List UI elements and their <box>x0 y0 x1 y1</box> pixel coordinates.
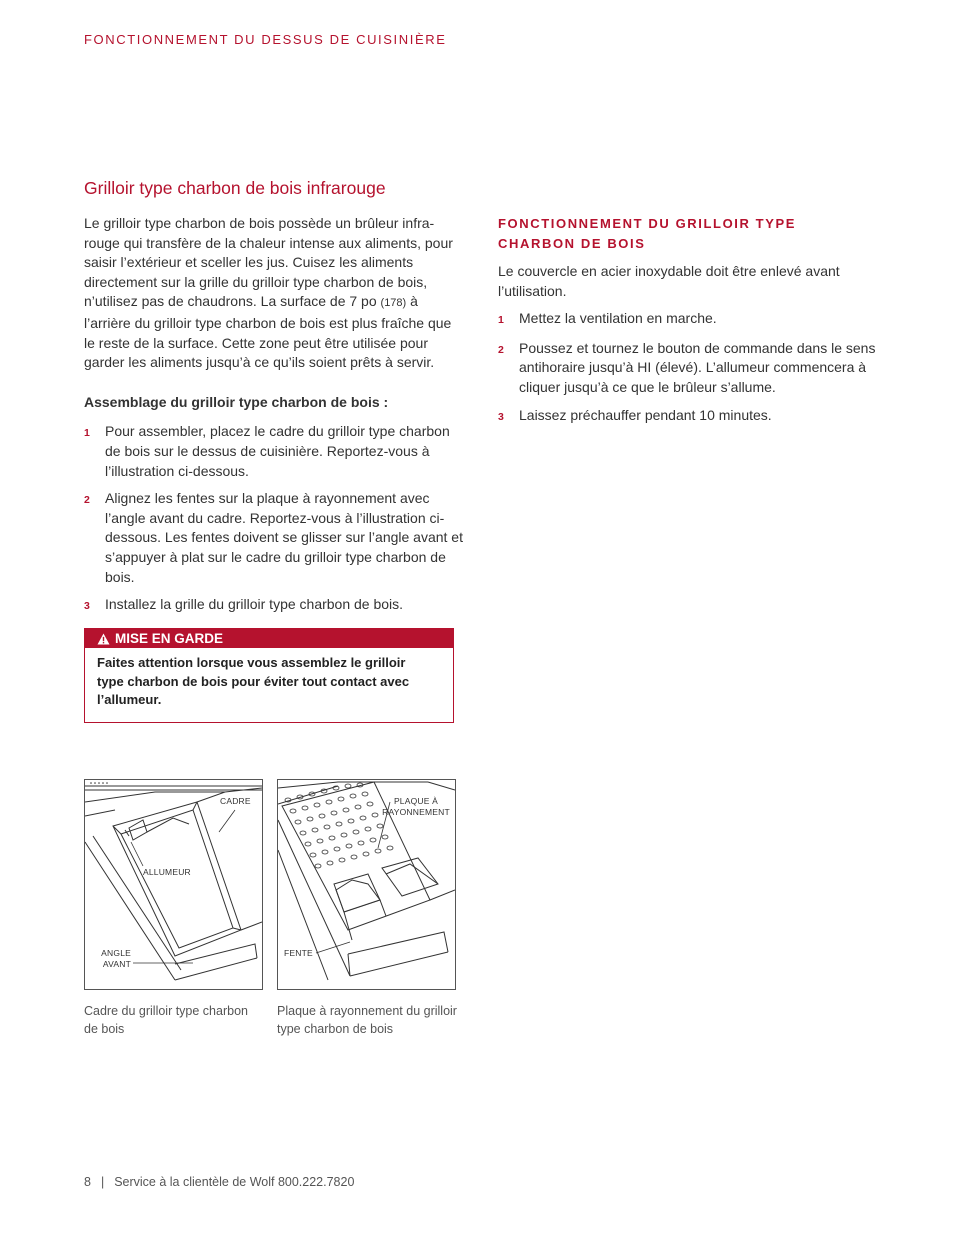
label-igniter: ALLUMEUR <box>143 867 191 877</box>
figure-radiant-plate <box>277 779 456 990</box>
label-radiant-plate: PLAQUE À RAYONNEMENT <box>382 796 450 817</box>
operation-heading: FONCTIONNEMENT DU GRILLOIR TYPE CHARBON DE BOIS <box>498 216 797 251</box>
figure-caption-frame: Cadre du grilloir type charbon de bois <box>84 1004 248 1036</box>
warning-title: MISE EN GARDE <box>115 631 224 646</box>
right-column <box>498 214 876 435</box>
figure-frame <box>84 779 263 990</box>
list-item: 3 Installez la grille du grilloir type charbon de bois. <box>84 596 404 613</box>
list-item: 2 Poussez et tournez le bouton de commande dans le sens antihoraire jusqu’à HI (élevé). L’allumeur commencera à cliquer jusqu’à ce que le brûleur s’allume. <box>498 339 876 395</box>
customer-service: Service à la clientèle de Wolf 800.222.7820 <box>114 1175 355 1189</box>
left-column <box>84 214 464 625</box>
operation-steps <box>498 309 876 427</box>
warning-triangle-icon <box>97 633 110 645</box>
operation-intro: Le couvercle en acier inoxydable doit être enlevé avant l’utilisation. <box>498 263 840 299</box>
list-item: 1 Mettez la ventilation en marche. <box>498 310 717 327</box>
figure-caption-radiant-plate: Plaque à rayonnement du grilloir type charbon de bois <box>277 1004 457 1036</box>
list-item: 3 Laissez préchauffer pendant 10 minutes. <box>498 406 772 423</box>
label-front-corner: ANGLE AVANT <box>101 948 131 969</box>
metric-value: (178) <box>380 297 407 310</box>
assembly-steps <box>84 422 464 616</box>
page-footer <box>84 1175 354 1189</box>
page-number: 8 <box>84 1175 91 1189</box>
intro-paragraph: Le grilloir type charbon de bois possède un brûleur infra-rouge qui transfère de la chaleur intense aux aliments, pour saisir l’extérieur et sceller les jus. Cuisez les aliments directement sur la grille du grilloir type charbon de bois, n’utilisez pas de chaudrons. La surface de 7 po (178) à l’arrière du grilloir type charbon de bois est plus fraîche que le reste de la surface. Cette zone peut être utilisée pour garder les aliments jusqu’à ce qu’ils soient prêts à servir. <box>84 215 453 371</box>
section-title: Grilloir type charbon de bois infrarouge <box>84 178 386 198</box>
assembly-heading: Assemblage du grilloir type charbon de bois : <box>84 393 389 410</box>
warning-header <box>85 629 453 648</box>
footer-separator: | <box>100 1175 105 1189</box>
list-item: 1 Pour assembler, placez le cadre du grilloir type charbon de bois sur le dessus de cuisinière. Reportez-vous à l’illustration ci-dessous. <box>84 423 450 479</box>
label-slot: FENTE <box>284 948 313 958</box>
label-frame: CADRE <box>220 796 251 806</box>
warning-box <box>84 628 454 723</box>
warning-text: Faites attention lorsque vous assemblez le grilloir type charbon de bois pour éviter tout contact avec l’allumeur. <box>97 655 410 707</box>
running-header: FONCTIONNEMENT DU DESSUS DE CUISINIÈRE <box>84 32 447 47</box>
list-item: 2 Alignez les fentes sur la plaque à rayonnement avec l’angle avant du cadre. Reportez-vous à l’illustration ci-dessous. Les fentes doivent se glisser sur l’angle avant et s’appuyer à plat sur le cadre du grilloir type charbon de bois. <box>84 490 463 585</box>
